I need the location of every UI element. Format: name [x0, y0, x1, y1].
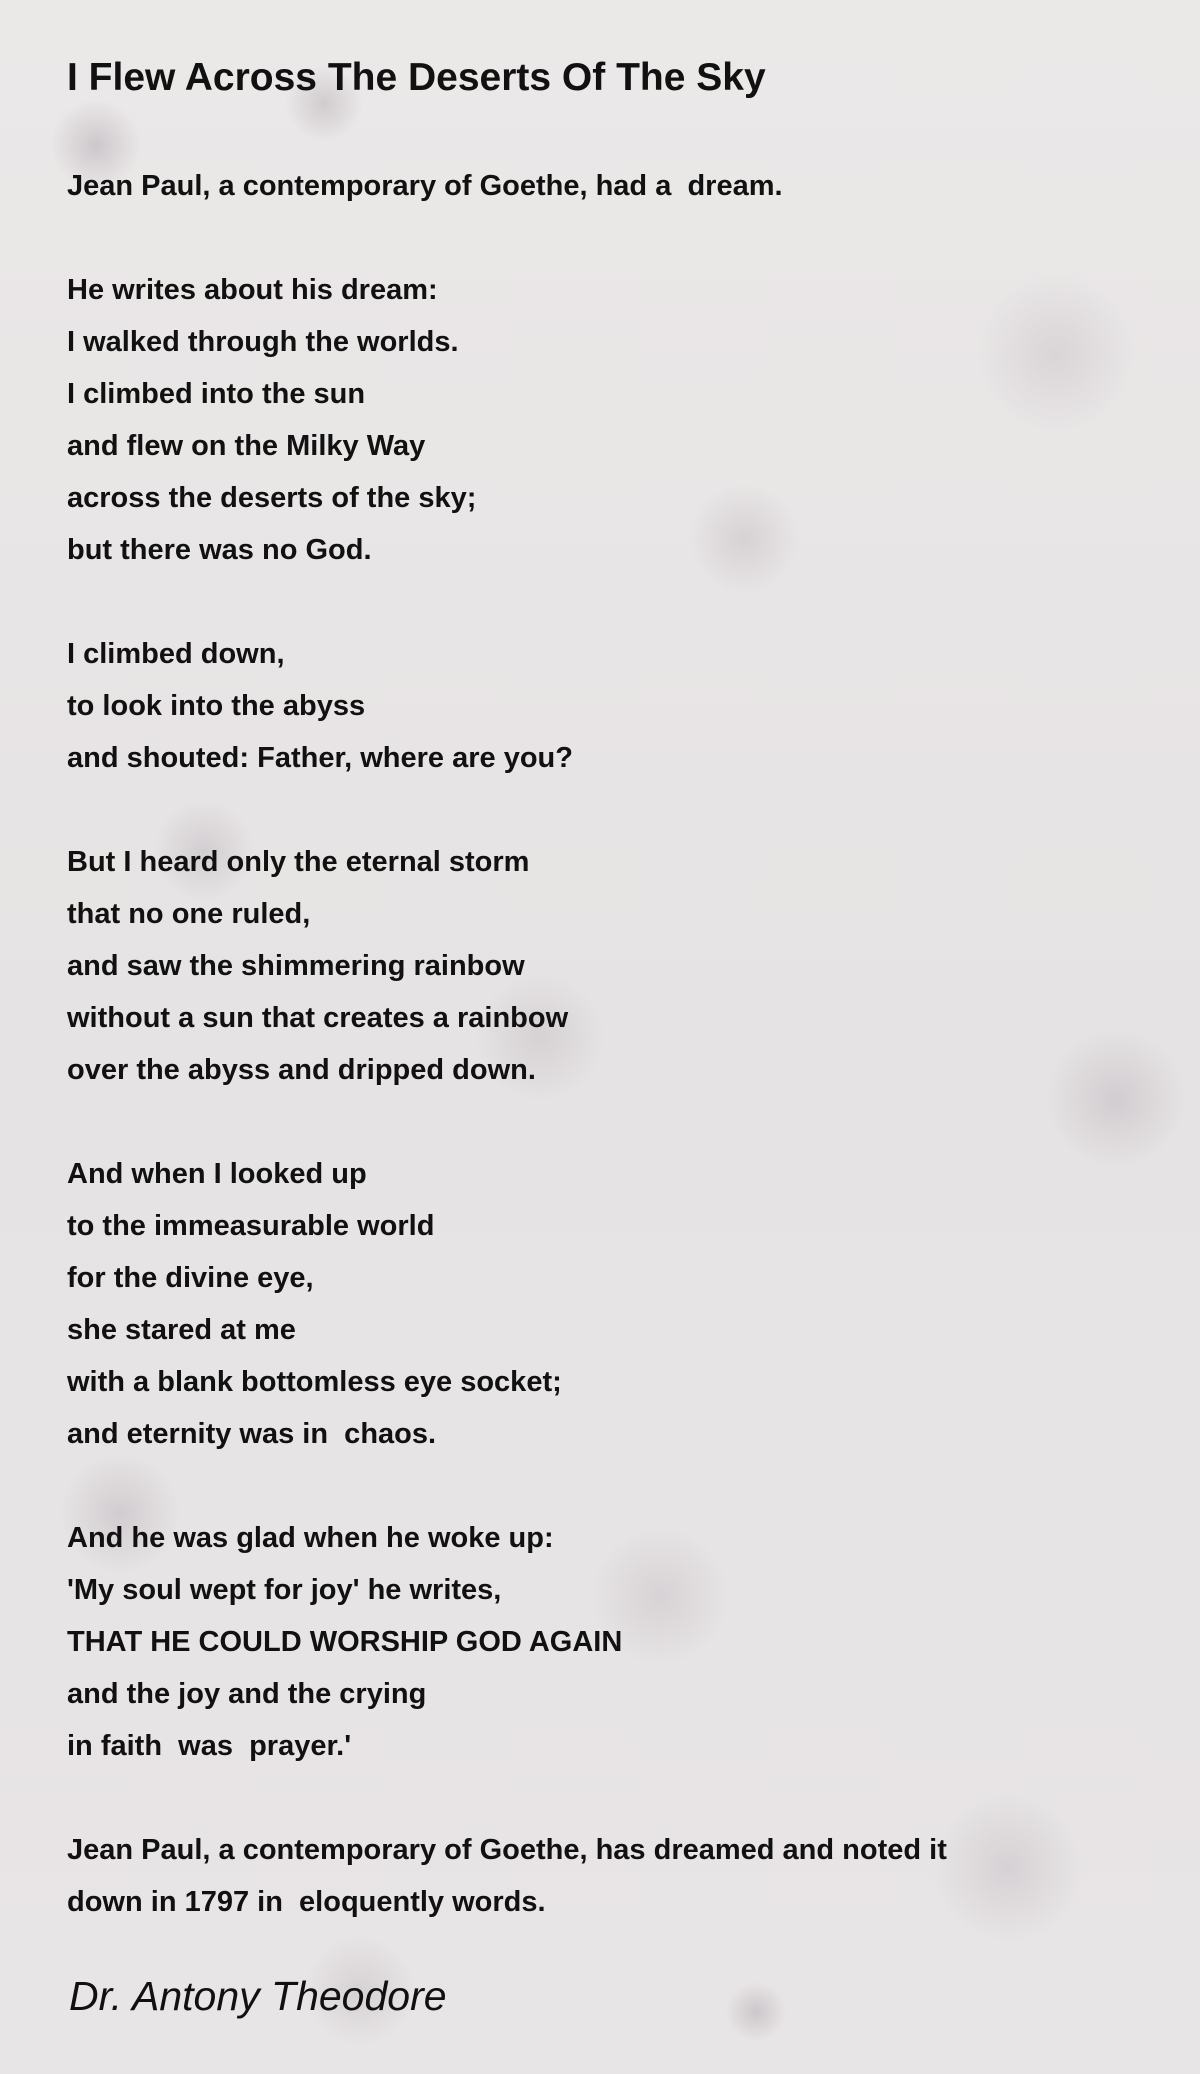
- poem-line: I climbed down,: [67, 638, 285, 670]
- poem-line: but there was no God.: [67, 534, 372, 566]
- poem-line: she stared at me: [67, 1314, 296, 1346]
- poem-author: Dr. Antony Theodore: [69, 1973, 447, 2019]
- poem-title: I Flew Across The Deserts Of The Sky: [67, 56, 766, 99]
- poem-line: [67, 1460, 1147, 1512]
- poem-line: to look into the abyss: [67, 690, 366, 722]
- poem-line: to the immeasurable world: [67, 1210, 435, 1242]
- poem-line: that no one ruled,: [67, 898, 311, 930]
- poem-line: Jean Paul, a contemporary of Goethe, has dreamed and noted it: [67, 1834, 947, 1866]
- poem-body: [67, 160, 1147, 1928]
- poem-line: THAT HE COULD WORSHIP GOD AGAIN: [67, 1626, 623, 1658]
- poem-line: [67, 212, 1147, 264]
- poem-line: down in 1797 in eloquently words.: [67, 1886, 546, 1918]
- poem-line: [67, 1096, 1147, 1148]
- poem-line: I walked through the worlds.: [67, 326, 459, 358]
- poem-line: I climbed into the sun: [67, 378, 366, 410]
- poem-line: [67, 784, 1147, 836]
- poem-line: 'My soul wept for joy' he writes,: [67, 1574, 502, 1606]
- poem-line: and saw the shimmering rainbow: [67, 950, 525, 982]
- poem-page: [67, 50, 1147, 1928]
- poem-line: for the divine eye,: [67, 1262, 314, 1294]
- poem-line: and flew on the Milky Way: [67, 430, 426, 462]
- poem-line: over the abyss and dripped down.: [67, 1054, 536, 1086]
- poem-line: without a sun that creates a rainbow: [67, 1002, 569, 1034]
- poem-line: and eternity was in chaos.: [67, 1418, 437, 1450]
- poem-line: across the deserts of the sky;: [67, 482, 477, 514]
- poem-line: But I heard only the eternal storm: [67, 846, 530, 878]
- poem-line: with a blank bottomless eye socket;: [67, 1366, 562, 1398]
- poem-line: He writes about his dream:: [67, 274, 438, 306]
- poem-line: And when I looked up: [67, 1158, 367, 1190]
- poem-line: [67, 576, 1147, 628]
- poem-line: and the joy and the crying: [67, 1678, 427, 1710]
- poem-line: Jean Paul, a contemporary of Goethe, had a dream.: [67, 170, 783, 202]
- poem-line: [67, 1772, 1147, 1824]
- poem-line: And he was glad when he woke up:: [67, 1522, 554, 1554]
- poem-line: and shouted: Father, where are you?: [67, 742, 573, 774]
- poem-line: in faith was prayer.': [67, 1730, 352, 1762]
